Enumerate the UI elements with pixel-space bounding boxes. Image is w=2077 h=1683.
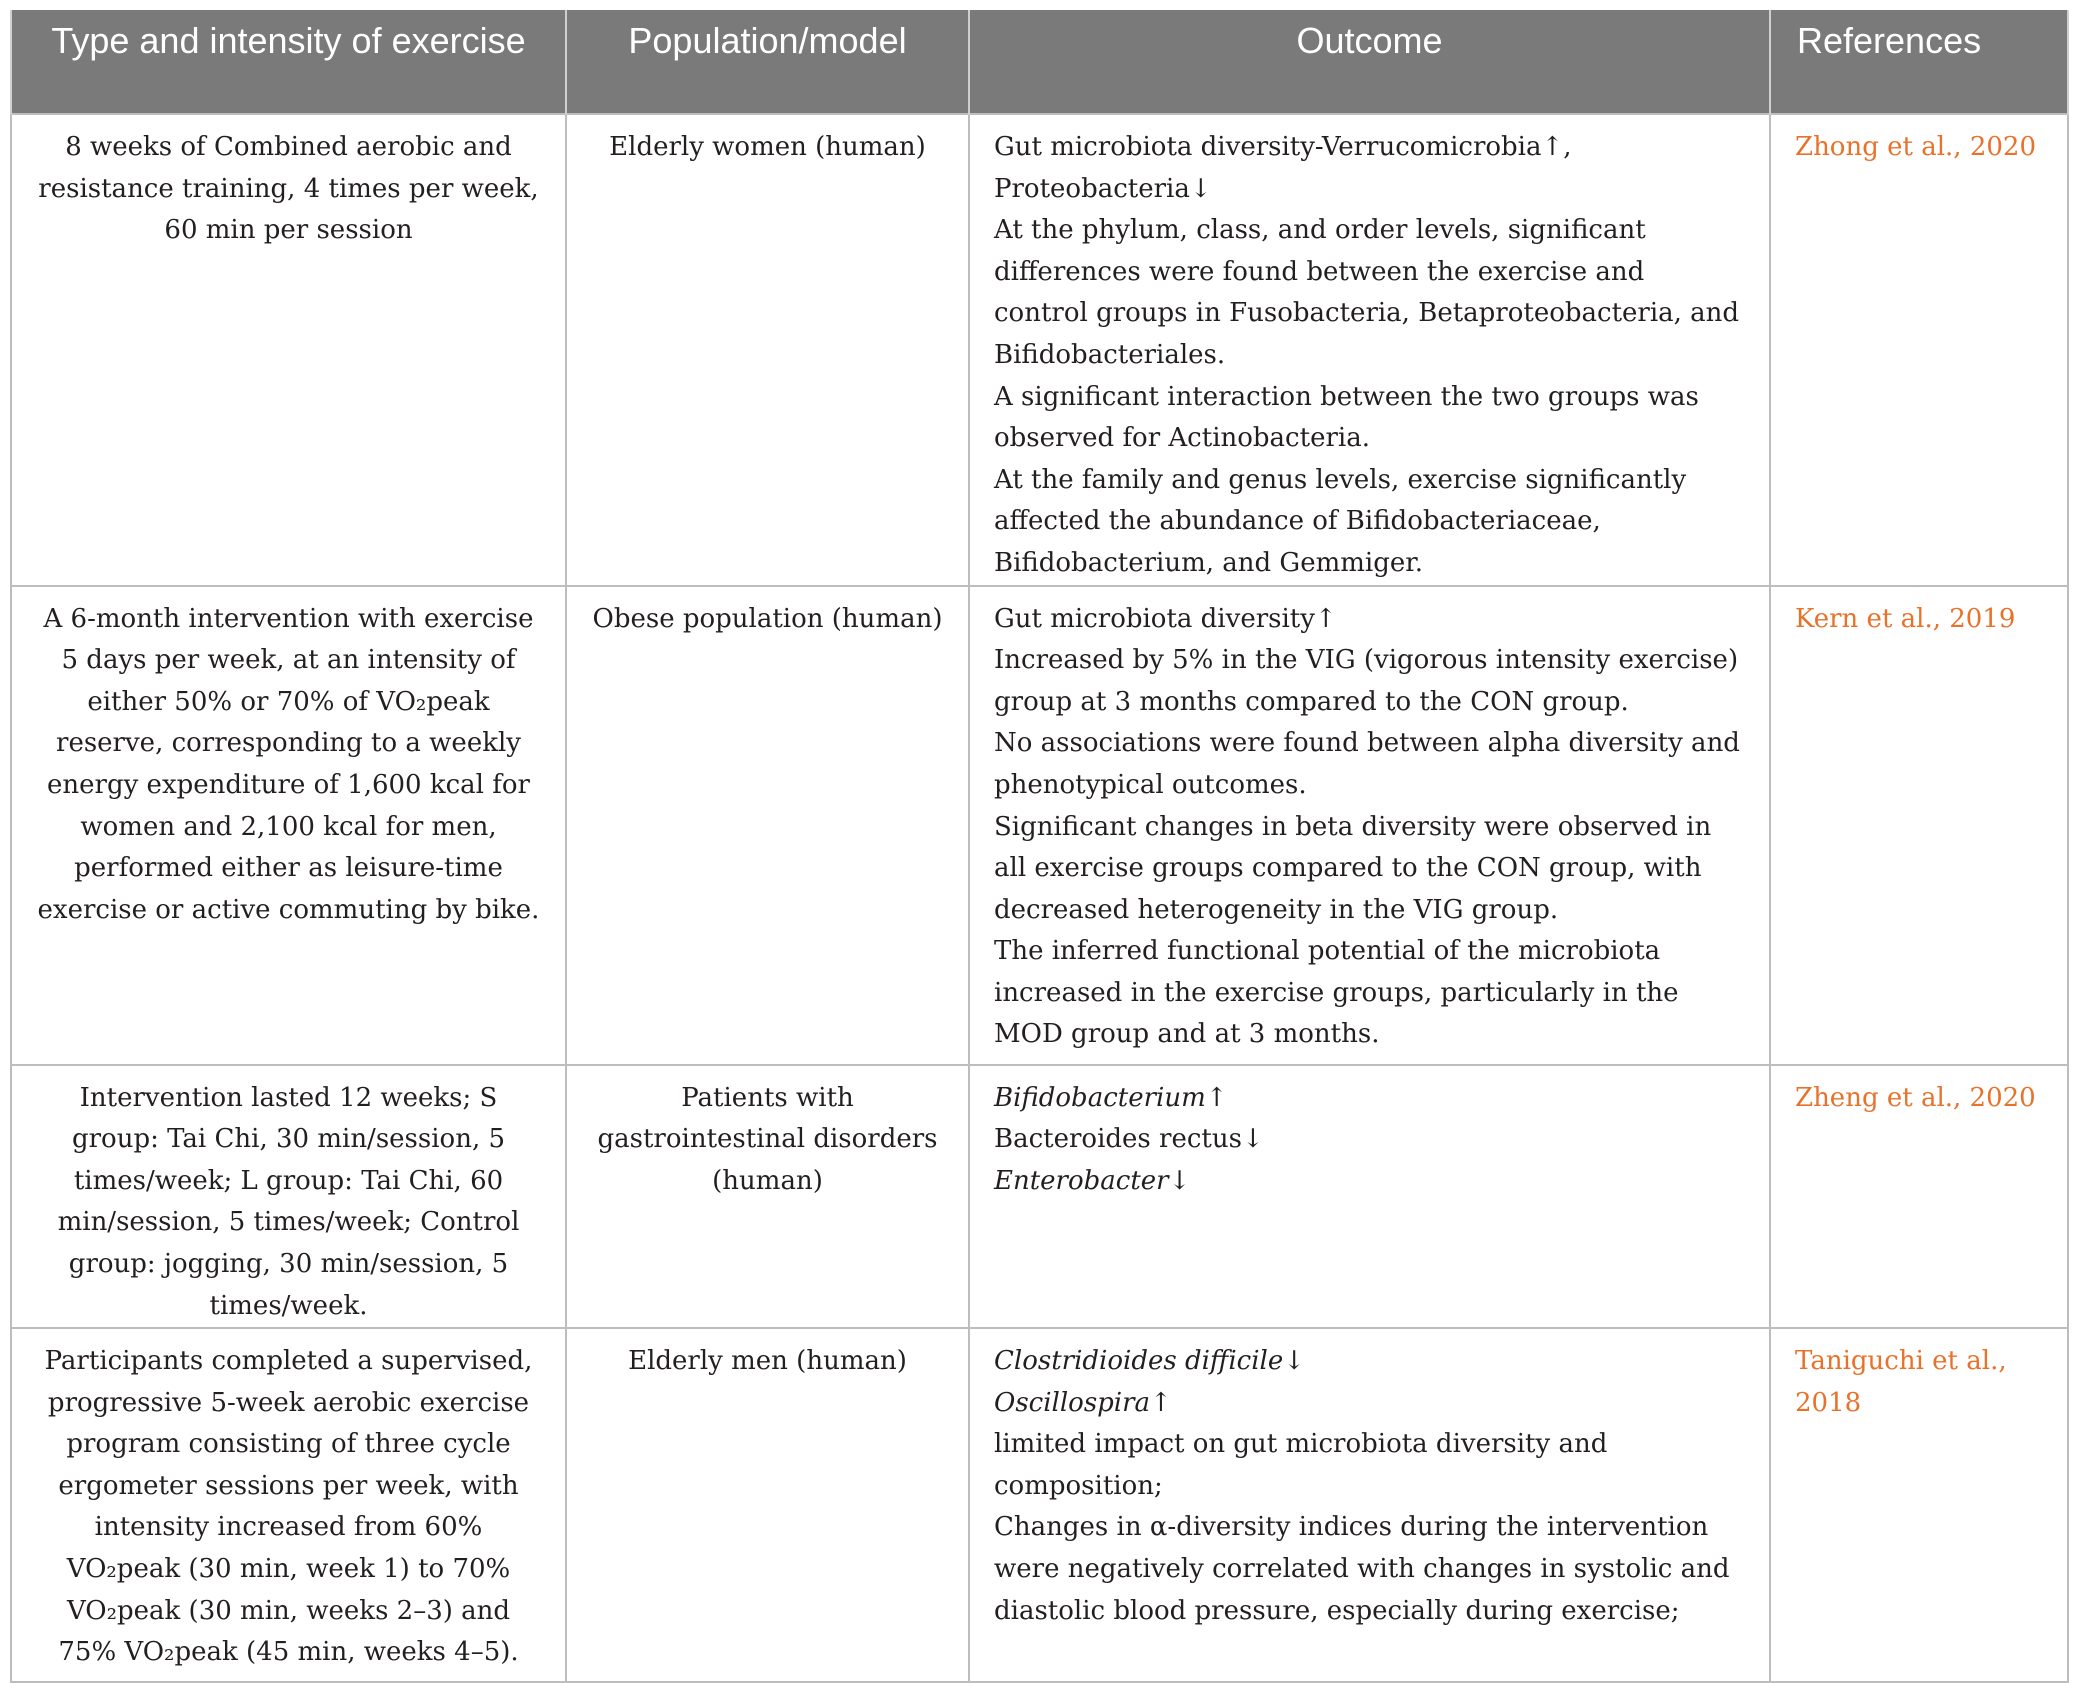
outcome-line: At the family and genus levels, exercise significantly affected the abundance of Bifidobacteriaceae, Bifidobacterium, and Gemmiger. — [994, 464, 1687, 578]
header-references: References — [1770, 10, 2068, 114]
reference-link[interactable]: Taniguchi et al., 2018 — [1795, 1346, 2007, 1418]
reference-cell — [1770, 586, 2068, 1065]
reference-cell — [1770, 114, 2068, 586]
outcome-line: Bifidobacterium↑ — [994, 1082, 1228, 1113]
population-cell: Obese population (human) — [566, 586, 969, 1065]
type-cell: 8 weeks of Combined aerobic and resistance training, 4 times per week, 60 min per session — [11, 114, 566, 586]
outcome-line: Bacteroides rectus↓ — [994, 1124, 1264, 1155]
header-type: Type and intensity of exercise — [11, 10, 566, 114]
outcome-line: Changes in α-diversity indices during the intervention were negatively correlated with changes in systolic and diastolic blood pressure, especially during exercise; — [994, 1512, 1730, 1626]
header-row — [11, 10, 2068, 114]
reference-link[interactable]: Zhong et al., 2020 — [1795, 132, 2036, 162]
outcome-cell — [969, 586, 1770, 1065]
reference-cell — [1770, 1065, 2068, 1329]
outcome-line: Significant changes in beta diversity were observed in all exercise groups compared to the CON group, with decreased heterogeneity in the VIG group. — [994, 811, 1712, 925]
outcome-line: Increased by 5% in the VIG (vigorous intensity exercise) group at 3 months compared to the CON group. — [994, 645, 1739, 717]
outcome-line: Gut microbiota diversity↑ — [994, 603, 1337, 634]
reference-cell — [1770, 1328, 2068, 1682]
type-cell: Intervention lasted 12 weeks; S group: Tai Chi, 30 min/session, 5 times/week; L group: Tai Chi, 60 min/session, 5 times/week; Control group: jogging, 30 min/session, 5 times/week. — [11, 1065, 566, 1329]
header-outcome: Outcome — [969, 10, 1770, 114]
outcome-cell — [969, 1328, 1770, 1682]
type-cell: Participants completed a supervised, progressive 5-week aerobic exercise program consisting of three cycle ergometer sessions per week, with intensity increased from 60% VO₂peak (30 min, week 1) to 70% VO₂peak (30 min, weeks 2–3) and 75% VO₂peak (45 min, weeks 4–5). — [11, 1328, 566, 1682]
population-cell: Elderly men (human) — [566, 1328, 969, 1682]
table-row — [11, 1065, 2068, 1329]
table-row — [11, 586, 2068, 1065]
exercise-microbiota-table — [10, 10, 2069, 1683]
outcome-line: Enterobacter↓ — [994, 1165, 1191, 1196]
population-cell: Elderly women (human) — [566, 114, 969, 586]
outcome-line: No associations were found between alpha diversity and phenotypical outcomes. — [994, 728, 1740, 800]
outcome-line: A significant interaction between the two groups was observed for Actinobacteria. — [994, 381, 1699, 454]
reference-link[interactable]: Kern et al., 2019 — [1795, 603, 2016, 634]
table-row — [11, 114, 2068, 586]
outcome-line: Oscillospira↑ — [994, 1387, 1172, 1418]
population-cell: Patients with gastrointestinal disorders (human) — [566, 1065, 969, 1329]
table-row — [11, 1328, 2068, 1682]
outcome-line: At the phylum, class, and order levels, significant differences were found between the exercise and control groups in Fusobacteria, Betaproteobacteria, and Bifidobacteriales. — [994, 215, 1740, 370]
outcome-line: Gut microbiota diversity-Verrucomicrobia↑, Proteobacteria↓ — [994, 132, 1572, 204]
outcome-line: Clostridioides difficile↓ — [994, 1346, 1306, 1377]
outcome-line: limited impact on gut microbiota diversity and composition; — [994, 1429, 1608, 1501]
outcome-cell — [969, 1065, 1770, 1329]
header-population: Population/model — [566, 10, 969, 114]
outcome-line: The inferred functional potential of the microbiota increased in the exercise groups, particularly in the MOD group and at 3 months. — [994, 936, 1679, 1050]
type-cell: A 6-month intervention with exercise 5 days per week, at an intensity of either 50% or 70% of VO₂peak reserve, corresponding to a weekly energy expenditure of 1,600 kcal for women and 2,100 kcal for men, performed either as leisure-time exercise or active commuting by bike. — [11, 586, 566, 1065]
reference-link[interactable]: Zheng et al., 2020 — [1795, 1082, 2036, 1113]
outcome-cell — [969, 114, 1770, 586]
